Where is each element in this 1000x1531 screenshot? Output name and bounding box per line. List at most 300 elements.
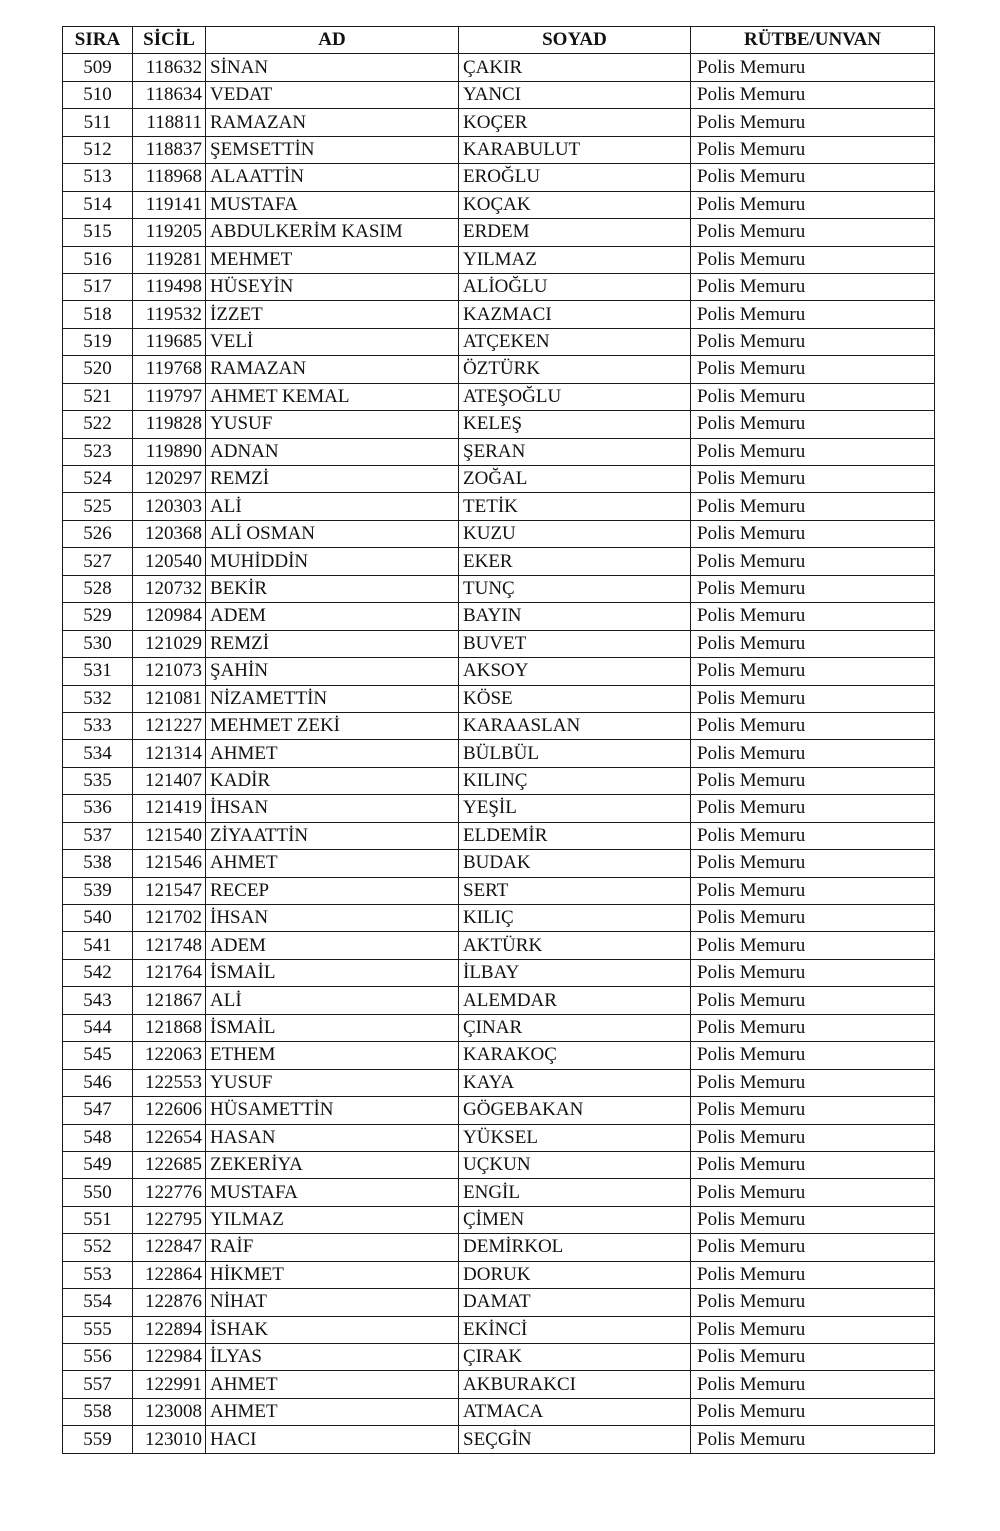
soyad-cell: ÇAKIR [459, 54, 691, 81]
table-header [63, 27, 935, 54]
rutbe-unvan-cell: Polis Memuru [691, 548, 935, 575]
table-row [63, 191, 935, 218]
sira-cell: 547 [63, 1097, 133, 1124]
rutbe-unvan-cell: Polis Memuru [691, 877, 935, 904]
sicil-cell: 121547 [133, 877, 206, 904]
soyad-cell: BÜLBÜL [459, 740, 691, 767]
sira-cell: 524 [63, 466, 133, 493]
sira-cell: 527 [63, 548, 133, 575]
rutbe-unvan-cell: Polis Memuru [691, 1069, 935, 1096]
soyad-cell: ALEMDAR [459, 987, 691, 1014]
rutbe-unvan-cell: Polis Memuru [691, 1042, 935, 1069]
ad-cell: SİNAN [206, 54, 459, 81]
sicil-cell: 120732 [133, 575, 206, 602]
sicil-cell: 118837 [133, 136, 206, 163]
sicil-cell: 122654 [133, 1124, 206, 1151]
table-row [63, 795, 935, 822]
rutbe-unvan-cell: Polis Memuru [691, 959, 935, 986]
rutbe-unvan-cell: Polis Memuru [691, 164, 935, 191]
sira-cell: 528 [63, 575, 133, 602]
ad-cell: İLYAS [206, 1344, 459, 1371]
soyad-cell: EROĞLU [459, 164, 691, 191]
sira-cell: 550 [63, 1179, 133, 1206]
soyad-cell: BUDAK [459, 850, 691, 877]
sicil-cell: 118634 [133, 81, 206, 108]
rutbe-unvan-cell: Polis Memuru [691, 1206, 935, 1233]
ad-cell: İSHAK [206, 1316, 459, 1343]
sicil-cell: 121540 [133, 822, 206, 849]
sicil-cell: 123010 [133, 1426, 206, 1453]
soyad-cell: ÇIRAK [459, 1344, 691, 1371]
ad-cell: BEKİR [206, 575, 459, 602]
sira-cell: 548 [63, 1124, 133, 1151]
table-row [63, 301, 935, 328]
soyad-cell: ELDEMİR [459, 822, 691, 849]
ad-cell: YILMAZ [206, 1206, 459, 1233]
ad-cell: HİKMET [206, 1261, 459, 1288]
table-row [63, 548, 935, 575]
ad-cell: RAMAZAN [206, 109, 459, 136]
rutbe-unvan-cell: Polis Memuru [691, 246, 935, 273]
rutbe-unvan-cell: Polis Memuru [691, 1261, 935, 1288]
ad-cell: HÜSEYİN [206, 273, 459, 300]
sira-cell: 522 [63, 411, 133, 438]
sicil-cell: 119768 [133, 356, 206, 383]
table-row [63, 987, 935, 1014]
soyad-cell: ATMACA [459, 1398, 691, 1425]
ad-cell: NİZAMETTİN [206, 685, 459, 712]
sicil-cell: 121702 [133, 905, 206, 932]
sicil-cell: 119141 [133, 191, 206, 218]
sira-cell: 520 [63, 356, 133, 383]
table-row [63, 932, 935, 959]
ad-cell: ALİ OSMAN [206, 520, 459, 547]
soyad-cell: KARAKOÇ [459, 1042, 691, 1069]
header-rutbe-unvan: RÜTBE/UNVAN [691, 27, 935, 54]
rutbe-unvan-cell: Polis Memuru [691, 1124, 935, 1151]
rutbe-unvan-cell: Polis Memuru [691, 905, 935, 932]
ad-cell: ŞEMSETTİN [206, 136, 459, 163]
sicil-cell: 122991 [133, 1371, 206, 1398]
ad-cell: MUSTAFA [206, 1179, 459, 1206]
table-row [63, 1344, 935, 1371]
sira-cell: 512 [63, 136, 133, 163]
soyad-cell: UÇKUN [459, 1151, 691, 1178]
header-ad: AD [206, 27, 459, 54]
soyad-cell: ATÇEKEN [459, 328, 691, 355]
sira-cell: 526 [63, 520, 133, 547]
table-row [63, 1042, 935, 1069]
sira-cell: 552 [63, 1234, 133, 1261]
sicil-cell: 121867 [133, 987, 206, 1014]
soyad-cell: YILMAZ [459, 246, 691, 273]
soyad-cell: ŞERAN [459, 438, 691, 465]
soyad-cell: YÜKSEL [459, 1124, 691, 1151]
sicil-cell: 121407 [133, 767, 206, 794]
ad-cell: VELİ [206, 328, 459, 355]
sicil-cell: 119685 [133, 328, 206, 355]
rutbe-unvan-cell: Polis Memuru [691, 1316, 935, 1343]
sicil-cell: 121081 [133, 685, 206, 712]
table-row [63, 877, 935, 904]
sicil-cell: 122894 [133, 1316, 206, 1343]
sira-cell: 519 [63, 328, 133, 355]
rutbe-unvan-cell: Polis Memuru [691, 1289, 935, 1316]
sira-cell: 538 [63, 850, 133, 877]
header-row [63, 27, 935, 54]
rutbe-unvan-cell: Polis Memuru [691, 1344, 935, 1371]
table-row [63, 767, 935, 794]
sira-cell: 532 [63, 685, 133, 712]
ad-cell: ABDULKERİM KASIM [206, 219, 459, 246]
sicil-cell: 121546 [133, 850, 206, 877]
sira-cell: 546 [63, 1069, 133, 1096]
table-row [63, 438, 935, 465]
soyad-cell: GÖGEBAKAN [459, 1097, 691, 1124]
ad-cell: HÜSAMETTİN [206, 1097, 459, 1124]
rutbe-unvan-cell: Polis Memuru [691, 740, 935, 767]
sicil-cell: 121868 [133, 1014, 206, 1041]
sicil-cell: 118811 [133, 109, 206, 136]
table-row [63, 1371, 935, 1398]
sicil-cell: 121419 [133, 795, 206, 822]
table-row [63, 1014, 935, 1041]
rutbe-unvan-cell: Polis Memuru [691, 219, 935, 246]
table-row [63, 356, 935, 383]
rutbe-unvan-cell: Polis Memuru [691, 520, 935, 547]
rutbe-unvan-cell: Polis Memuru [691, 795, 935, 822]
rutbe-unvan-cell: Polis Memuru [691, 411, 935, 438]
table-row [63, 219, 935, 246]
soyad-cell: KARABULUT [459, 136, 691, 163]
ad-cell: ADNAN [206, 438, 459, 465]
table-row [63, 1124, 935, 1151]
soyad-cell: KILINÇ [459, 767, 691, 794]
header-sicil: SİCİL [133, 27, 206, 54]
rutbe-unvan-cell: Polis Memuru [691, 466, 935, 493]
sicil-cell: 120540 [133, 548, 206, 575]
soyad-cell: KOÇER [459, 109, 691, 136]
sira-cell: 544 [63, 1014, 133, 1041]
sira-cell: 529 [63, 603, 133, 630]
table-row [63, 411, 935, 438]
ad-cell: YUSUF [206, 1069, 459, 1096]
ad-cell: AHMET [206, 740, 459, 767]
ad-cell: ZEKERİYA [206, 1151, 459, 1178]
soyad-cell: BAYIN [459, 603, 691, 630]
table-row [63, 1289, 935, 1316]
soyad-cell: YANCI [459, 81, 691, 108]
sicil-cell: 122984 [133, 1344, 206, 1371]
sicil-cell: 119281 [133, 246, 206, 273]
ad-cell: AHMET [206, 1371, 459, 1398]
sira-cell: 510 [63, 81, 133, 108]
ad-cell: RAİF [206, 1234, 459, 1261]
sicil-cell: 121073 [133, 658, 206, 685]
personnel-list-page [62, 26, 934, 1454]
sicil-cell: 119205 [133, 219, 206, 246]
table-row [63, 383, 935, 410]
rutbe-unvan-cell: Polis Memuru [691, 1371, 935, 1398]
ad-cell: YUSUF [206, 411, 459, 438]
ad-cell: AHMET [206, 850, 459, 877]
soyad-cell: KAZMACI [459, 301, 691, 328]
ad-cell: ALİ [206, 987, 459, 1014]
soyad-cell: SERT [459, 877, 691, 904]
ad-cell: KADİR [206, 767, 459, 794]
table-row [63, 603, 935, 630]
table-row [63, 1261, 935, 1288]
table-row [63, 1398, 935, 1425]
rutbe-unvan-cell: Polis Memuru [691, 685, 935, 712]
rutbe-unvan-cell: Polis Memuru [691, 356, 935, 383]
table-row [63, 1097, 935, 1124]
table-row [63, 685, 935, 712]
table-row [63, 959, 935, 986]
soyad-cell: BUVET [459, 630, 691, 657]
table-row [63, 164, 935, 191]
ad-cell: HACI [206, 1426, 459, 1453]
table-row [63, 109, 935, 136]
soyad-cell: ERDEM [459, 219, 691, 246]
table-body [63, 54, 935, 1453]
table-row [63, 81, 935, 108]
soyad-cell: KILIÇ [459, 905, 691, 932]
rutbe-unvan-cell: Polis Memuru [691, 493, 935, 520]
rutbe-unvan-cell: Polis Memuru [691, 109, 935, 136]
sira-cell: 531 [63, 658, 133, 685]
sicil-cell: 122795 [133, 1206, 206, 1233]
table-row [63, 658, 935, 685]
sira-cell: 533 [63, 712, 133, 739]
sira-cell: 514 [63, 191, 133, 218]
rutbe-unvan-cell: Polis Memuru [691, 1234, 935, 1261]
sira-cell: 530 [63, 630, 133, 657]
ad-cell: RECEP [206, 877, 459, 904]
rutbe-unvan-cell: Polis Memuru [691, 301, 935, 328]
table-row [63, 850, 935, 877]
sira-cell: 556 [63, 1344, 133, 1371]
soyad-cell: ÖZTÜRK [459, 356, 691, 383]
soyad-cell: KARAASLAN [459, 712, 691, 739]
sira-cell: 558 [63, 1398, 133, 1425]
sicil-cell: 120368 [133, 520, 206, 547]
table-row [63, 1151, 935, 1178]
rutbe-unvan-cell: Polis Memuru [691, 54, 935, 81]
sicil-cell: 120297 [133, 466, 206, 493]
table-row [63, 466, 935, 493]
ad-cell: RAMAZAN [206, 356, 459, 383]
ad-cell: ŞAHİN [206, 658, 459, 685]
soyad-cell: EKİNCİ [459, 1316, 691, 1343]
soyad-cell: KELEŞ [459, 411, 691, 438]
soyad-cell: TUNÇ [459, 575, 691, 602]
soyad-cell: ALİOĞLU [459, 273, 691, 300]
sira-cell: 517 [63, 273, 133, 300]
table-row [63, 905, 935, 932]
sira-cell: 551 [63, 1206, 133, 1233]
ad-cell: İSMAİL [206, 959, 459, 986]
soyad-cell: DAMAT [459, 1289, 691, 1316]
ad-cell: NİHAT [206, 1289, 459, 1316]
ad-cell: ADEM [206, 932, 459, 959]
rutbe-unvan-cell: Polis Memuru [691, 81, 935, 108]
sira-cell: 537 [63, 822, 133, 849]
sicil-cell: 121029 [133, 630, 206, 657]
sira-cell: 518 [63, 301, 133, 328]
sicil-cell: 122847 [133, 1234, 206, 1261]
soyad-cell: AKBURAKCI [459, 1371, 691, 1398]
table-row [63, 575, 935, 602]
ad-cell: HASAN [206, 1124, 459, 1151]
rutbe-unvan-cell: Polis Memuru [691, 630, 935, 657]
soyad-cell: DEMİRKOL [459, 1234, 691, 1261]
table-row [63, 493, 935, 520]
table-row [63, 1069, 935, 1096]
sira-cell: 523 [63, 438, 133, 465]
sicil-cell: 121314 [133, 740, 206, 767]
table-row [63, 1426, 935, 1453]
sira-cell: 541 [63, 932, 133, 959]
sicil-cell: 122685 [133, 1151, 206, 1178]
ad-cell: VEDAT [206, 81, 459, 108]
soyad-cell: ENGİL [459, 1179, 691, 1206]
ad-cell: MEHMET [206, 246, 459, 273]
table-row [63, 630, 935, 657]
sicil-cell: 119828 [133, 411, 206, 438]
sira-cell: 549 [63, 1151, 133, 1178]
sira-cell: 525 [63, 493, 133, 520]
soyad-cell: AKSOY [459, 658, 691, 685]
sicil-cell: 119797 [133, 383, 206, 410]
sicil-cell: 122553 [133, 1069, 206, 1096]
ad-cell: AHMET KEMAL [206, 383, 459, 410]
sicil-cell: 122864 [133, 1261, 206, 1288]
soyad-cell: ÇİMEN [459, 1206, 691, 1233]
table-row [63, 712, 935, 739]
soyad-cell: KOÇAK [459, 191, 691, 218]
soyad-cell: DORUK [459, 1261, 691, 1288]
sicil-cell: 122063 [133, 1042, 206, 1069]
sicil-cell: 120984 [133, 603, 206, 630]
soyad-cell: KUZU [459, 520, 691, 547]
header-sira: SIRA [63, 27, 133, 54]
soyad-cell: ZOĞAL [459, 466, 691, 493]
sira-cell: 555 [63, 1316, 133, 1343]
ad-cell: İSMAİL [206, 1014, 459, 1041]
rutbe-unvan-cell: Polis Memuru [691, 932, 935, 959]
soyad-cell: AKTÜRK [459, 932, 691, 959]
sira-cell: 553 [63, 1261, 133, 1288]
rutbe-unvan-cell: Polis Memuru [691, 273, 935, 300]
sira-cell: 557 [63, 1371, 133, 1398]
sicil-cell: 122776 [133, 1179, 206, 1206]
rutbe-unvan-cell: Polis Memuru [691, 603, 935, 630]
sira-cell: 515 [63, 219, 133, 246]
rutbe-unvan-cell: Polis Memuru [691, 1426, 935, 1453]
sira-cell: 543 [63, 987, 133, 1014]
rutbe-unvan-cell: Polis Memuru [691, 1398, 935, 1425]
sira-cell: 554 [63, 1289, 133, 1316]
sira-cell: 521 [63, 383, 133, 410]
rutbe-unvan-cell: Polis Memuru [691, 658, 935, 685]
sira-cell: 534 [63, 740, 133, 767]
sira-cell: 545 [63, 1042, 133, 1069]
rutbe-unvan-cell: Polis Memuru [691, 136, 935, 163]
sicil-cell: 122876 [133, 1289, 206, 1316]
sira-cell: 535 [63, 767, 133, 794]
rutbe-unvan-cell: Polis Memuru [691, 987, 935, 1014]
sira-cell: 559 [63, 1426, 133, 1453]
table-row [63, 740, 935, 767]
ad-cell: AHMET [206, 1398, 459, 1425]
rutbe-unvan-cell: Polis Memuru [691, 850, 935, 877]
ad-cell: ZİYAATTİN [206, 822, 459, 849]
ad-cell: İZZET [206, 301, 459, 328]
sicil-cell: 123008 [133, 1398, 206, 1425]
sira-cell: 513 [63, 164, 133, 191]
sira-cell: 516 [63, 246, 133, 273]
sicil-cell: 122606 [133, 1097, 206, 1124]
table-row [63, 1316, 935, 1343]
sicil-cell: 121748 [133, 932, 206, 959]
sira-cell: 540 [63, 905, 133, 932]
soyad-cell: SEÇGİN [459, 1426, 691, 1453]
sira-cell: 536 [63, 795, 133, 822]
soyad-cell: EKER [459, 548, 691, 575]
rutbe-unvan-cell: Polis Memuru [691, 328, 935, 355]
ad-cell: İHSAN [206, 905, 459, 932]
table-row [63, 136, 935, 163]
ad-cell: MEHMET ZEKİ [206, 712, 459, 739]
soyad-cell: ATEŞOĞLU [459, 383, 691, 410]
sicil-cell: 119890 [133, 438, 206, 465]
ad-cell: ADEM [206, 603, 459, 630]
table-row [63, 246, 935, 273]
ad-cell: ALİ [206, 493, 459, 520]
soyad-cell: KÖSE [459, 685, 691, 712]
ad-cell: REMZİ [206, 466, 459, 493]
soyad-cell: YEŞİL [459, 795, 691, 822]
header-soyad: SOYAD [459, 27, 691, 54]
ad-cell: MUHİDDİN [206, 548, 459, 575]
sicil-cell: 120303 [133, 493, 206, 520]
soyad-cell: İLBAY [459, 959, 691, 986]
rutbe-unvan-cell: Polis Memuru [691, 1179, 935, 1206]
rutbe-unvan-cell: Polis Memuru [691, 767, 935, 794]
sira-cell: 542 [63, 959, 133, 986]
ad-cell: MUSTAFA [206, 191, 459, 218]
rutbe-unvan-cell: Polis Memuru [691, 822, 935, 849]
sira-cell: 539 [63, 877, 133, 904]
soyad-cell: ÇINAR [459, 1014, 691, 1041]
table-row [63, 1179, 935, 1206]
rutbe-unvan-cell: Polis Memuru [691, 191, 935, 218]
rutbe-unvan-cell: Polis Memuru [691, 712, 935, 739]
personnel-table [62, 26, 935, 1454]
ad-cell: İHSAN [206, 795, 459, 822]
table-row [63, 328, 935, 355]
sicil-cell: 118968 [133, 164, 206, 191]
sicil-cell: 121227 [133, 712, 206, 739]
table-row [63, 54, 935, 81]
sicil-cell: 118632 [133, 54, 206, 81]
soyad-cell: KAYA [459, 1069, 691, 1096]
ad-cell: ALAATTİN [206, 164, 459, 191]
sira-cell: 509 [63, 54, 133, 81]
sira-cell: 511 [63, 109, 133, 136]
rutbe-unvan-cell: Polis Memuru [691, 1151, 935, 1178]
